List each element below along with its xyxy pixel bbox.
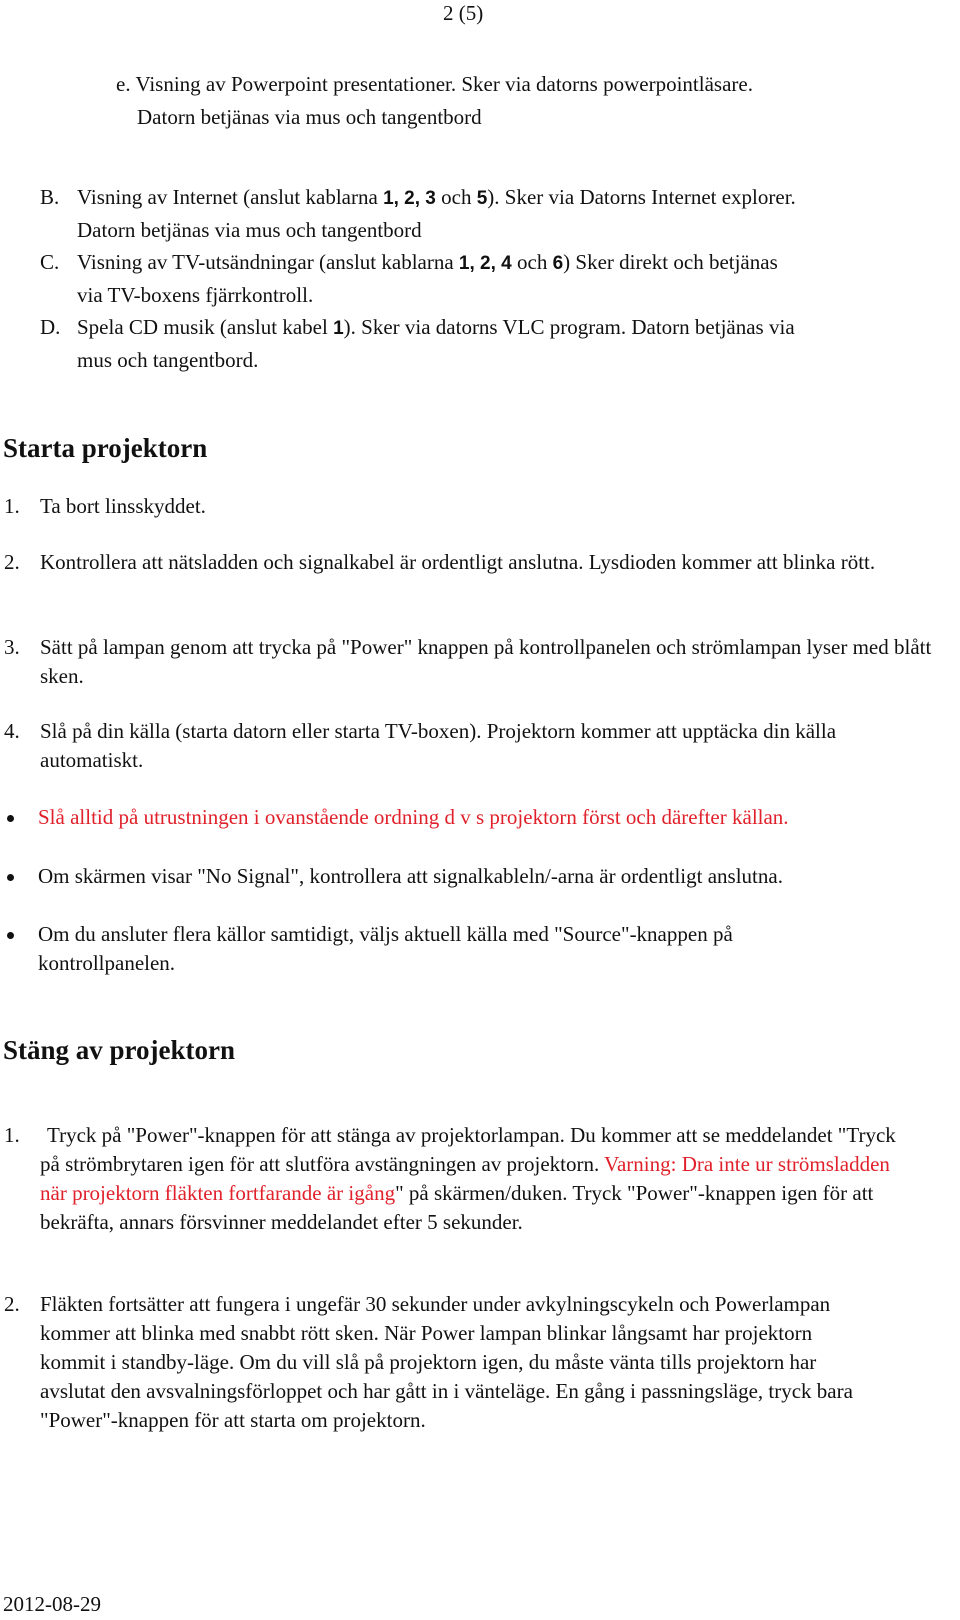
- step-text: Fläkten fortsätter att fungera i ungefär 30 sekunder under avkylningscykeln och Powerlampan kommer att blinka med snabbt rött sken. När Power lampan blinkar långsamt har projektorn kommit i standby-läge. Om du vill slå på projektorn igen, du måste vänta tills projektorn har avslutat den avsvalningsförloppet och har gått in i vänteläge. En gång i passningsläge, tryck bara "Power"-knappen för att starta om projektorn.: [40, 1292, 853, 1432]
- cable-numbers: 1: [333, 318, 344, 339]
- list-item-c: [40, 246, 778, 278]
- list-item-e-line1: e. Visning av Powerpoint presentationer. Sker via datorns powerpointläsare.: [116, 72, 753, 96]
- list-text: Visning av Internet (anslut kablarna: [77, 185, 384, 209]
- list-item-b: [40, 181, 796, 213]
- bullet-icon: [7, 815, 14, 822]
- list-text: och: [435, 185, 477, 209]
- list-item-c-line2: via TV-boxens fjärrkontroll.: [77, 283, 314, 307]
- bullet-icon: [7, 874, 14, 881]
- list-item-d-line2: mus och tangentbord.: [77, 348, 259, 372]
- bullet-item: [0, 862, 960, 894]
- cable-numbers: 1, 2, 4: [458, 253, 512, 274]
- step-text: Slå på din källa (starta datorn eller starta TV-boxen). Projektorn kommer att upptäcka din källa automatiskt.: [40, 719, 837, 772]
- list-marker: D.: [40, 315, 61, 339]
- cable-numbers: 5: [476, 188, 488, 209]
- warning-text: Varning: Dra inte ur strömsladden när projektorn fläkten fortfarande är igång: [40, 1152, 890, 1205]
- bullet-item: [0, 920, 960, 980]
- bullet-text: Om skärmen visar "No Signal", kontrollera att signalkableln/-arna är ordentligt anslutna.: [38, 864, 783, 888]
- bullet-text: Om du ansluter flera källor samtidigt, väljs aktuell källa med "Source"-knappen på kontrollpanelen.: [38, 922, 733, 975]
- list-text: Spela CD musik (anslut kabel: [77, 315, 334, 339]
- section-heading-start: Starta projektorn: [3, 433, 208, 463]
- step-text: Kontrollera att nätsladden och signalkabel är ordentligt anslutna. Lysdioden kommer att blinka rött.: [40, 550, 876, 574]
- step-text: Sätt på lampan genom att trycka på "Power" knappen på kontrollpanelen och strömlampan lyser med blått sken.: [40, 635, 932, 688]
- step-number: 2.: [4, 1292, 20, 1316]
- list-text: ) Sker direkt och betjänas: [563, 250, 778, 274]
- step-text-part: Tryck på "Power"-knappen för att stänga av projektorlampan. Du kommer att se meddelandet "Tryck på strömbrytaren igen för att slutföra avstängningen av projektorn.: [40, 1123, 896, 1176]
- bullet-text-warning: Slå alltid på utrustningen i ovanstående ordning d v s projektorn först och därefter källan.: [38, 805, 789, 829]
- list-item-e-line2: Datorn betjänas via mus och tangentbord: [137, 105, 482, 129]
- bullet-item: [0, 803, 960, 835]
- page-number: 2 (5): [443, 1, 484, 25]
- list-text: och: [511, 250, 553, 274]
- cable-numbers: 1, 2, 3: [383, 188, 436, 209]
- step-text: Ta bort linsskyddet.: [40, 494, 206, 518]
- step-number: 2.: [4, 550, 20, 574]
- list-marker: B.: [40, 185, 60, 209]
- footer-date: 2012-08-29: [3, 1592, 101, 1616]
- bullet-icon: [7, 932, 14, 939]
- step-text-part: " på skärmen/duken. Tryck "Power"-knappen igen för att bekräfta, annars försvinner meddelandet efter 5 sekunder.: [40, 1181, 874, 1234]
- section-heading-stop: Stäng av projektorn: [3, 1035, 236, 1065]
- list-text: ). Sker via datorns VLC program. Datorn betjänas via: [343, 315, 795, 339]
- list-marker: C.: [40, 250, 60, 274]
- step-number: 1.: [4, 1123, 20, 1147]
- list-text: ). Sker via Datorns Internet explorer.: [487, 185, 796, 209]
- list-item-d: [40, 311, 795, 343]
- list-item-b-line2: Datorn betjänas via mus och tangentbord: [77, 218, 422, 242]
- list-text: Visning av TV-utsändningar (anslut kablarna: [77, 250, 459, 274]
- cable-numbers: 6: [552, 253, 564, 274]
- step-text: [40, 1121, 920, 1237]
- step-number: 4.: [4, 719, 20, 743]
- step-number: 1.: [4, 494, 20, 518]
- step-number: 3.: [4, 635, 20, 659]
